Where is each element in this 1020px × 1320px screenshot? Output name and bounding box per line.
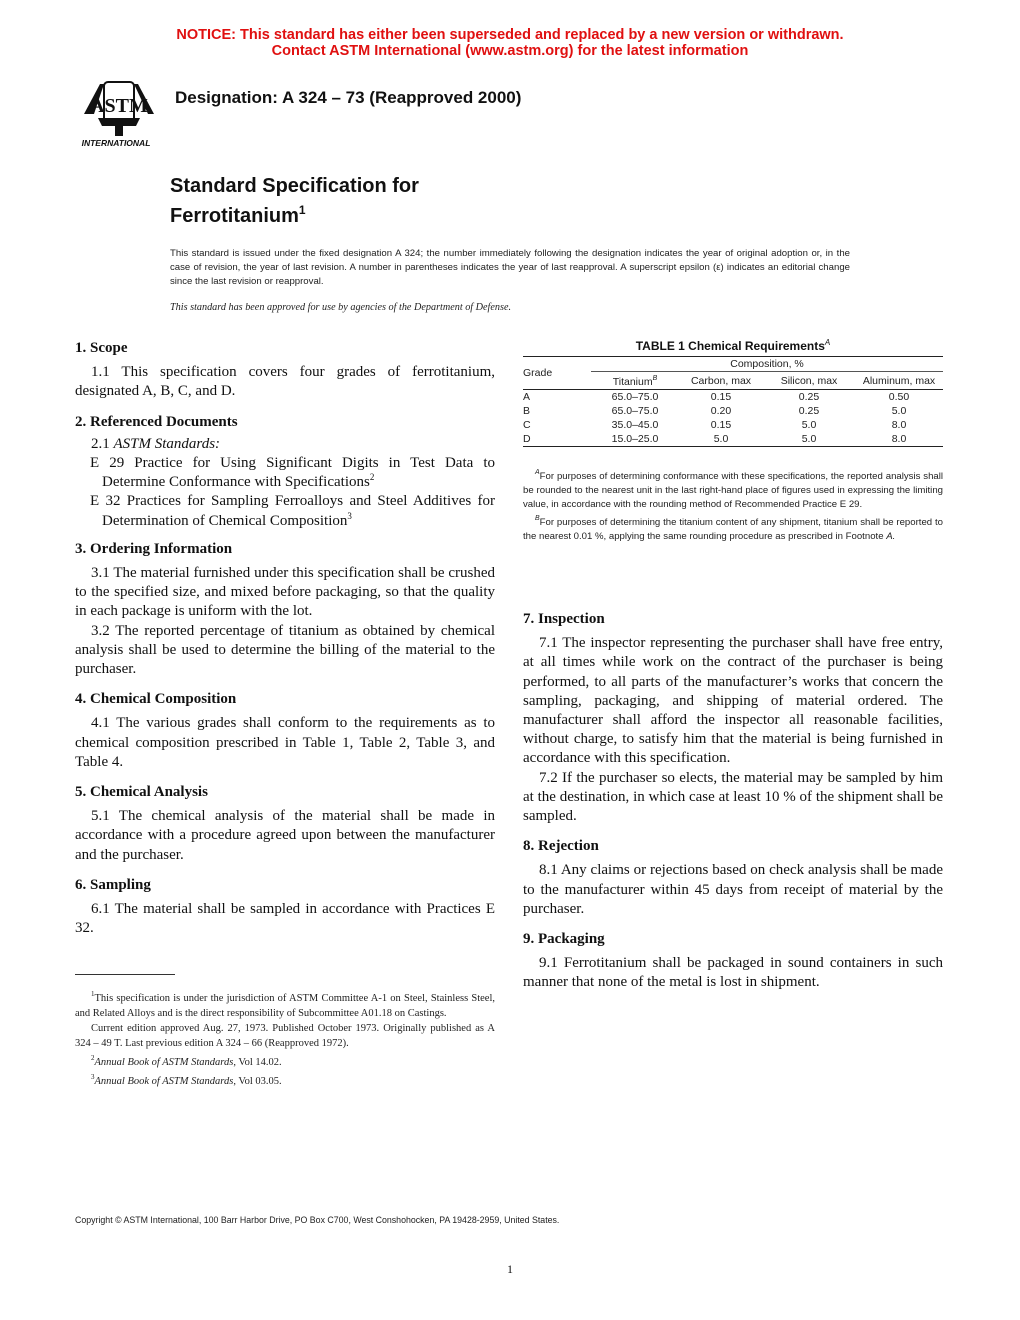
paragraph: 7.2 If the purchaser so elects, the material may be sampled by him at the destination, in which case at least 10 % of the shipment shall be sampled. bbox=[523, 769, 943, 825]
paragraph: 6.1 The material shall be sampled in accordance with Practices E 32. bbox=[75, 901, 495, 937]
table-row bbox=[523, 404, 943, 418]
table-cell: 5.0 bbox=[891, 405, 907, 417]
paragraph: 5.1 The chemical analysis of the material shall be made in accordance with a procedure agreed upon between the manufacturer and the purchaser. bbox=[75, 808, 495, 863]
composition-header: Composition, % bbox=[591, 357, 943, 372]
title-line-2: Ferrotitanium bbox=[170, 205, 299, 227]
footnote-text: This specification is under the jurisdiction of ASTM Committee A-1 on Steel, Stainless Steel, and Related Alloys and is the direct responsibility of Subcommittee A01.18 on Castings. bbox=[75, 993, 495, 1019]
footnote-1 bbox=[75, 987, 495, 1021]
reference-e29 bbox=[75, 454, 495, 492]
section-heading: 9. Packaging bbox=[523, 931, 605, 948]
paragraph-italic: ASTM Standards: bbox=[113, 435, 221, 452]
footnote-text: , Vol 03.05. bbox=[233, 1076, 282, 1087]
footnote-mark: 2 bbox=[369, 472, 375, 483]
section-heading: 3. Ordering Information bbox=[75, 540, 233, 557]
right-column bbox=[523, 610, 943, 993]
section-heading: 7. Inspection bbox=[523, 611, 605, 627]
logo-subtitle: INTERNATIONAL bbox=[81, 138, 151, 148]
dod-approval-note: This standard has been approved for use by agencies of the Department of Defense. bbox=[170, 302, 512, 313]
footnote-divider bbox=[75, 974, 175, 975]
table-cell: 65.0–75.0 bbox=[611, 391, 659, 403]
table-note-b bbox=[523, 512, 943, 544]
table-cell: 0.25 bbox=[798, 391, 820, 403]
table-caption bbox=[523, 338, 943, 353]
paragraph: 9.1 Ferrotitanium shall be packaged in sound containers in such manner that none of the metal is lost in shipment. bbox=[523, 955, 943, 991]
chemical-requirements-table bbox=[523, 356, 943, 447]
reference-text: E 32 Practices for Sampling Ferroalloys and Steel Additives for Determination of Chemical Composition bbox=[90, 493, 495, 529]
section-heading: 4. Chemical Composition bbox=[75, 691, 237, 708]
paragraph: 3.1 The material furnished under this specification shall be crushed to the specified size, and mixed before packaging, so that the quality in each package is uniform with the lot. bbox=[75, 565, 495, 620]
table-note-mark: B bbox=[535, 515, 540, 522]
table-cell: 8.0 bbox=[891, 433, 907, 445]
table-row bbox=[523, 390, 943, 405]
column-header-mark: B bbox=[652, 375, 658, 382]
footnote-mark: 3 bbox=[91, 1073, 95, 1081]
grade-header: Grade bbox=[523, 357, 591, 390]
paragraph: 8.1 Any claims or rejections based on check analysis shall be made to the manufacturer within 45 days from receipt of material by the purchaser. bbox=[523, 862, 943, 917]
section-heading: 6. Sampling bbox=[75, 876, 151, 893]
section-heading: 5. Chemical Analysis bbox=[75, 784, 208, 801]
table-note-ref: A. bbox=[886, 531, 896, 542]
astm-logo bbox=[70, 74, 162, 148]
paragraph: 7.1 The inspector representing the purchaser shall have free entry, at all times while work on the contract of the purchaser is being performed, to all parts of the manufacturer’s works that concern the sampling, packaging, and shipping of material ordered. The manufacturer shall afford the inspector all reasonable facilities, without charge, to satisfy him that the material is being furnished in accordance with this specification. bbox=[523, 635, 943, 767]
footnote-mark: 3 bbox=[347, 510, 352, 521]
title-line-1: Standard Specification for bbox=[170, 175, 419, 197]
intro-text: This standard is issued under the fixed designation A 324; the number immediately following the designation indicates the year of original adoption or, in the case of revision, the year of last revision. A number in parentheses indicates the year of last reapproval. A superscript epsilon (ε) indicates an editorial change since the last revision or reapproval. bbox=[170, 248, 850, 287]
paragraph: 4.1 The various grades shall conform to the requirements as to chemical composition prescribed in Table 1, Table 2, Table 3, and Table 4. bbox=[75, 715, 495, 770]
footnotes bbox=[75, 987, 495, 1089]
paragraph: 1.1 This specification covers four grades of ferrotitanium, designated A, B, C, and D. bbox=[75, 364, 495, 400]
footnote-italic: Annual Book of ASTM Standards bbox=[94, 1076, 234, 1087]
table-caption-mark: A bbox=[824, 338, 831, 347]
footnote-1b: Current edition approved Aug. 27, 1973. Published October 1973. Originally published as A 324 – 49 T. Last previous edition A 324 – 66 (Reapproved 1972). bbox=[75, 1023, 495, 1049]
paragraph-number: 2.1 bbox=[91, 435, 110, 452]
column-header: Carbon, max bbox=[690, 374, 752, 387]
section-heading: 8. Rejection bbox=[523, 838, 599, 855]
footnote-3 bbox=[75, 1070, 495, 1089]
notice-line-2: Contact ASTM International (www.astm.org) for the latest information bbox=[271, 43, 749, 59]
table-cell: A bbox=[523, 391, 531, 403]
table-caption-text: TABLE 1 Chemical Requirements bbox=[635, 339, 825, 353]
designation: Designation: A 324 – 73 (Reapproved 2000) bbox=[175, 88, 522, 107]
table-cell: B bbox=[523, 405, 531, 417]
footnote-text: , Vol 14.02. bbox=[233, 1057, 282, 1068]
table-cell: 35.0–45.0 bbox=[611, 419, 659, 431]
footnote-mark: 1 bbox=[91, 990, 95, 998]
table-cell: 5.0 bbox=[801, 419, 817, 431]
table-row bbox=[523, 418, 943, 432]
footnote-mark: 2 bbox=[91, 1054, 95, 1062]
logo-text: ASTM bbox=[90, 95, 148, 117]
left-column bbox=[75, 339, 495, 938]
table-cell: C bbox=[523, 419, 531, 431]
copyright: Copyright © ASTM International, 100 Barr Harbor Drive, PO Box C700, West Conshohocken, PA 19428-2959, United States. bbox=[75, 1215, 560, 1225]
table-cell: 0.20 bbox=[710, 405, 732, 417]
paragraph bbox=[75, 435, 495, 454]
paragraph: 3.2 The reported percentage of titanium as obtained by chemical analysis shall be used to determine the billing of the material to the purchaser. bbox=[75, 622, 495, 678]
table-note-text: For purposes of determining conformance with these specifications, the reported analysis shall be rounded to the nearest unit in the last right-hand place of figures used in expressing the limiting value, in accordance with the rounding method of Recommended Practice E 29. bbox=[523, 471, 943, 510]
column-header bbox=[591, 372, 679, 390]
table-row bbox=[523, 432, 943, 447]
table-cell: 0.15 bbox=[710, 391, 732, 403]
section-heading: 1. Scope bbox=[75, 340, 128, 356]
column-header-text: Titanium bbox=[612, 376, 653, 388]
footnote-2 bbox=[75, 1051, 495, 1070]
table-cell: 15.0–25.0 bbox=[611, 433, 659, 445]
column-header: Silicon, max bbox=[780, 374, 838, 387]
reference-text: E 29 Practice for Using Significant Digits in Test Data to Determine Conformance with Specifications bbox=[90, 455, 495, 491]
table-note-mark: A bbox=[535, 469, 540, 476]
table-header-row bbox=[523, 357, 943, 372]
footnote-italic: Annual Book of ASTM Standards bbox=[94, 1057, 234, 1068]
notice-line-1: NOTICE: This standard has either been superseded and replaced by a new version or withdrawn. bbox=[176, 27, 844, 43]
table-cell: 0.25 bbox=[798, 405, 820, 417]
table-cell: 5.0 bbox=[801, 433, 817, 445]
column-header: Aluminum, max bbox=[862, 374, 936, 387]
withdrawn-notice bbox=[0, 27, 1020, 59]
table-note-text: For purposes of determining the titanium content of any shipment, titanium shall be reported to the nearest 0.01 %, applying the same rounding procedure as prescribed in Footnote bbox=[523, 517, 943, 542]
section-heading: 2. Referenced Documents bbox=[75, 413, 238, 430]
table-cell: D bbox=[523, 433, 531, 445]
page-number: 1 bbox=[507, 1262, 513, 1276]
table-note-a bbox=[523, 466, 943, 544]
title-footnote-mark: 1 bbox=[298, 203, 306, 217]
table-cell: 5.0 bbox=[713, 433, 729, 445]
table-cell: 65.0–75.0 bbox=[611, 405, 659, 417]
document-title bbox=[170, 174, 419, 228]
reference-e32 bbox=[75, 492, 495, 530]
table-cell: 0.50 bbox=[888, 391, 910, 403]
table-cell: 0.15 bbox=[710, 419, 732, 431]
table-cell: 8.0 bbox=[891, 419, 907, 431]
